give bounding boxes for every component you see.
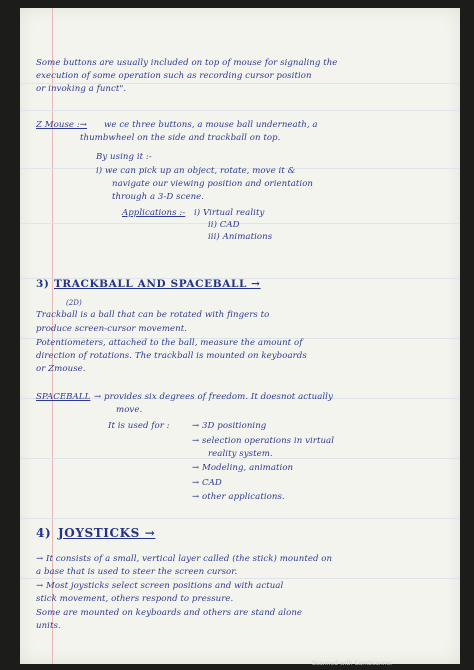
spaceball-label: SPACEBALL: [36, 392, 91, 402]
trackball-line: direction of rotations. The trackball is mounted on keyboards: [36, 351, 307, 361]
joysticks-line: → It consists of a small, vertical layer called (the stick) mounted on: [36, 554, 333, 564]
applications-label: Applications :-: [122, 208, 186, 218]
trackball-sub: (2D): [66, 299, 82, 307]
mouse-line: By using it :-: [96, 152, 152, 162]
margin-line: [52, 8, 53, 664]
trackball-line: Potentiometers, attached to the ball, measure the amount of: [36, 338, 303, 348]
ruled-line: [20, 578, 460, 579]
ruled-line: [20, 223, 460, 224]
intro-line: execution of some operation such as recording cursor position: [36, 71, 312, 81]
trackball-number: 3): [36, 278, 50, 290]
spaceball-use: → 3D positioning: [192, 421, 267, 431]
application-item: ii) CAD: [208, 220, 240, 230]
intro-line: or invoking a funct".: [36, 84, 127, 94]
spaceball-use: reality system.: [208, 449, 273, 459]
trackball-line: produce screen-cursor movement.: [36, 324, 188, 334]
ruled-line: [20, 110, 460, 111]
joysticks-line: stick movement, others respond to pressure.: [36, 594, 234, 604]
mouse-line: we ce three buttons, a mouse ball underneath, a: [104, 120, 318, 130]
mouse-line: i) we can pick up an object, rotate, move it &: [96, 166, 296, 176]
trackball-heading: TRACKBALL AND SPACEBALL →: [54, 278, 261, 290]
spaceball-use: → Modeling, animation: [192, 463, 294, 473]
trackball-line: or Zmouse.: [36, 364, 86, 374]
spaceball-use: → CAD: [192, 478, 222, 488]
mouse-heading: Z Mouse :→: [36, 120, 88, 130]
mouse-line: navigate our viewing position and orientation: [112, 179, 314, 189]
ruled-line: [20, 518, 460, 519]
trackball-line: Trackball is a ball that can be rotated with fingers to: [36, 310, 270, 320]
scanner-watermark: Scanned with CamScanner: [312, 660, 393, 667]
notebook-page: [20, 8, 460, 664]
mouse-line: through a 3-D scene.: [112, 192, 205, 202]
spaceball-use: → other applications.: [192, 492, 285, 502]
joysticks-line: a base that is used to steer the screen cursor.: [36, 567, 238, 577]
spaceball-line: move.: [116, 405, 143, 415]
spaceball-line: → provides six degrees of freedom. It doesnot actually: [94, 392, 333, 402]
intro-line: Some buttons are usually included on top of mouse for signaling the: [36, 58, 338, 68]
spaceball-use: → selection operations in virtual: [192, 436, 334, 446]
joysticks-heading: JOYSTICKS →: [58, 526, 156, 540]
spaceball-used-for: It is used for :: [108, 421, 170, 431]
application-item: iii) Animations: [208, 232, 273, 242]
joysticks-line: units.: [36, 621, 61, 631]
joysticks-line: Some are mounted on keyboards and others are stand alone: [36, 608, 303, 618]
joysticks-number: 4): [36, 526, 52, 540]
mouse-line: thumbwheel on the side and trackball on top.: [80, 133, 281, 143]
joysticks-line: → Most joysticks select screen positions and with actual: [36, 581, 284, 591]
application-item: i) Virtual reality: [194, 208, 265, 218]
